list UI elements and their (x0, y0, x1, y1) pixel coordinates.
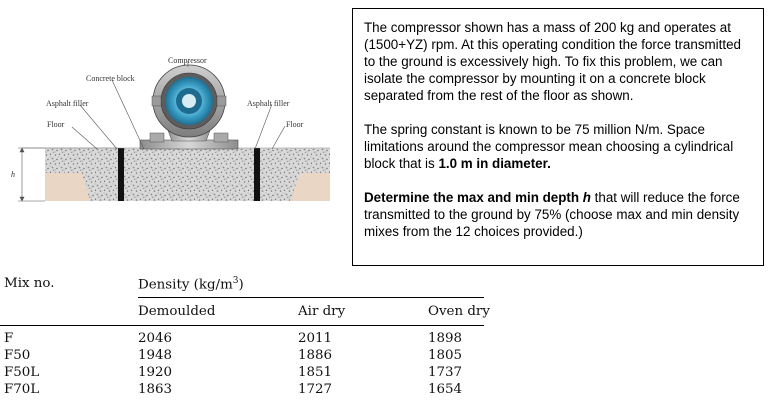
subheader-demoulded: Demoulded (138, 304, 216, 319)
label-asphalt-filler-right: Asphalt filler (247, 99, 290, 108)
compressor (140, 65, 238, 149)
problem-p2-text: The spring constant is known to be 75 million N/m. Space limitations around the compressor mean choosing a cylindrical block that is (364, 122, 734, 171)
label-floor-left: Floor (47, 120, 65, 129)
asphalt-filler-left-strip (118, 148, 124, 201)
problem-paragraph-1: The compressor shown has a mass of 200 kg and operates at (1500+YZ) rpm. At this operating condition the force transmitted to the ground is excessively high. To fix this problem, we can isolate the compressor by mounting it on a concrete block separated from the rest of the floor as shown. (364, 20, 741, 103)
subheader-oven-dry: Oven dry (428, 304, 490, 319)
label-concrete-block: Concrete block (86, 74, 135, 83)
problem-p3-rest: that will reduce the force transmitted to the ground by 75% (choose max and min density mixes from the 12 choices provided.) (364, 190, 740, 239)
label-floor-right: Floor (286, 120, 304, 129)
header-density: Density $(kg/m^3)$ (138, 276, 244, 293)
label-asphalt-filler-left: Asphalt filler (46, 99, 89, 108)
compressor-isolation-diagram (0, 0, 345, 268)
problem-p3-bold-a: Determine the max and min depth (364, 190, 583, 205)
problem-statement-box (352, 8, 764, 266)
concrete-block (123, 148, 254, 201)
height-label: h (11, 170, 15, 179)
floor-left (45, 148, 118, 201)
floor-right (260, 148, 330, 201)
problem-paragraph-2 (364, 121, 753, 172)
asphalt-filler-right-strip (254, 148, 260, 201)
subheader-rule (0, 325, 484, 326)
header-rule (138, 297, 484, 298)
header-mix-no: Mix no. (4, 276, 55, 291)
problem-paragraph-3 (364, 189, 753, 240)
height-dimension (18, 148, 45, 201)
subheader-air-dry: Air dry (298, 304, 346, 319)
problem-p3-bold-h: h (582, 190, 591, 205)
problem-p2-bold: 1.0 m in diameter. (438, 156, 551, 171)
label-compressor: Compressor (168, 56, 207, 65)
